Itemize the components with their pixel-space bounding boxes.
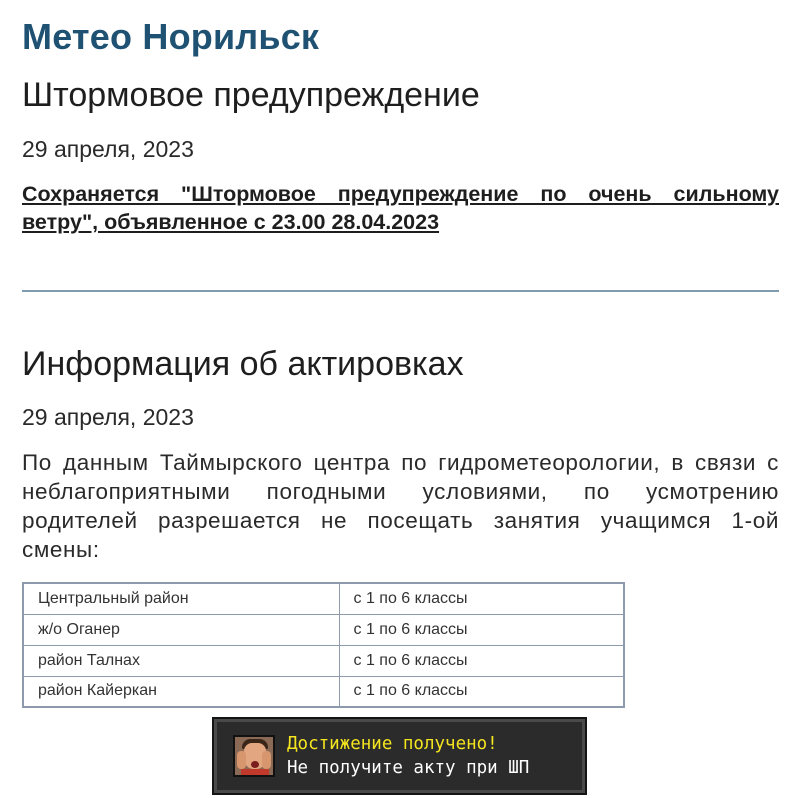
toast-heading: Достижение получено! xyxy=(287,734,498,754)
toast-body: Не получите акту при ШП xyxy=(287,758,530,778)
district-cell: ж/о Оганер xyxy=(23,614,339,645)
activation-info-title: Информация об актировках xyxy=(22,345,464,383)
classes-cell: с 1 по 6 классы xyxy=(339,676,624,707)
toast-text xyxy=(287,734,529,778)
table-row xyxy=(23,676,624,707)
district-cell: район Кайеркан xyxy=(23,676,339,707)
classes-cell: с 1 по 6 классы xyxy=(339,645,624,676)
app-title: Метео Норильск xyxy=(22,16,320,57)
achievement-toast xyxy=(214,719,585,793)
district-cell: район Талнах xyxy=(23,645,339,676)
district-cell: Центральный район xyxy=(23,583,339,614)
table-row xyxy=(23,583,624,614)
table-row xyxy=(23,614,624,645)
districts-table xyxy=(22,582,625,708)
section-divider xyxy=(22,290,779,292)
storm-warning-title: Штормовое предупреждение xyxy=(22,76,480,114)
activation-info-text: По данным Таймырского центра по гидрометеорологии, в связи с неблагоприятными погодными условиями, по усмотрению родителей разрешается не посещать занятия учащимся 1-ой смены: xyxy=(22,450,779,562)
classes-cell: с 1 по 6 классы xyxy=(339,614,624,645)
avatar-icon xyxy=(233,735,275,777)
table-row xyxy=(23,645,624,676)
classes-cell: с 1 по 6 классы xyxy=(339,583,624,614)
storm-warning-date: 29 апреля, 2023 xyxy=(22,136,194,162)
activation-info-date: 29 апреля, 2023 xyxy=(22,404,194,430)
storm-warning-link[interactable]: Сохраняется "Штормовое предупреждение по очень сильному ветру", объявленное с 23.00 28.04.2023 xyxy=(22,182,779,234)
